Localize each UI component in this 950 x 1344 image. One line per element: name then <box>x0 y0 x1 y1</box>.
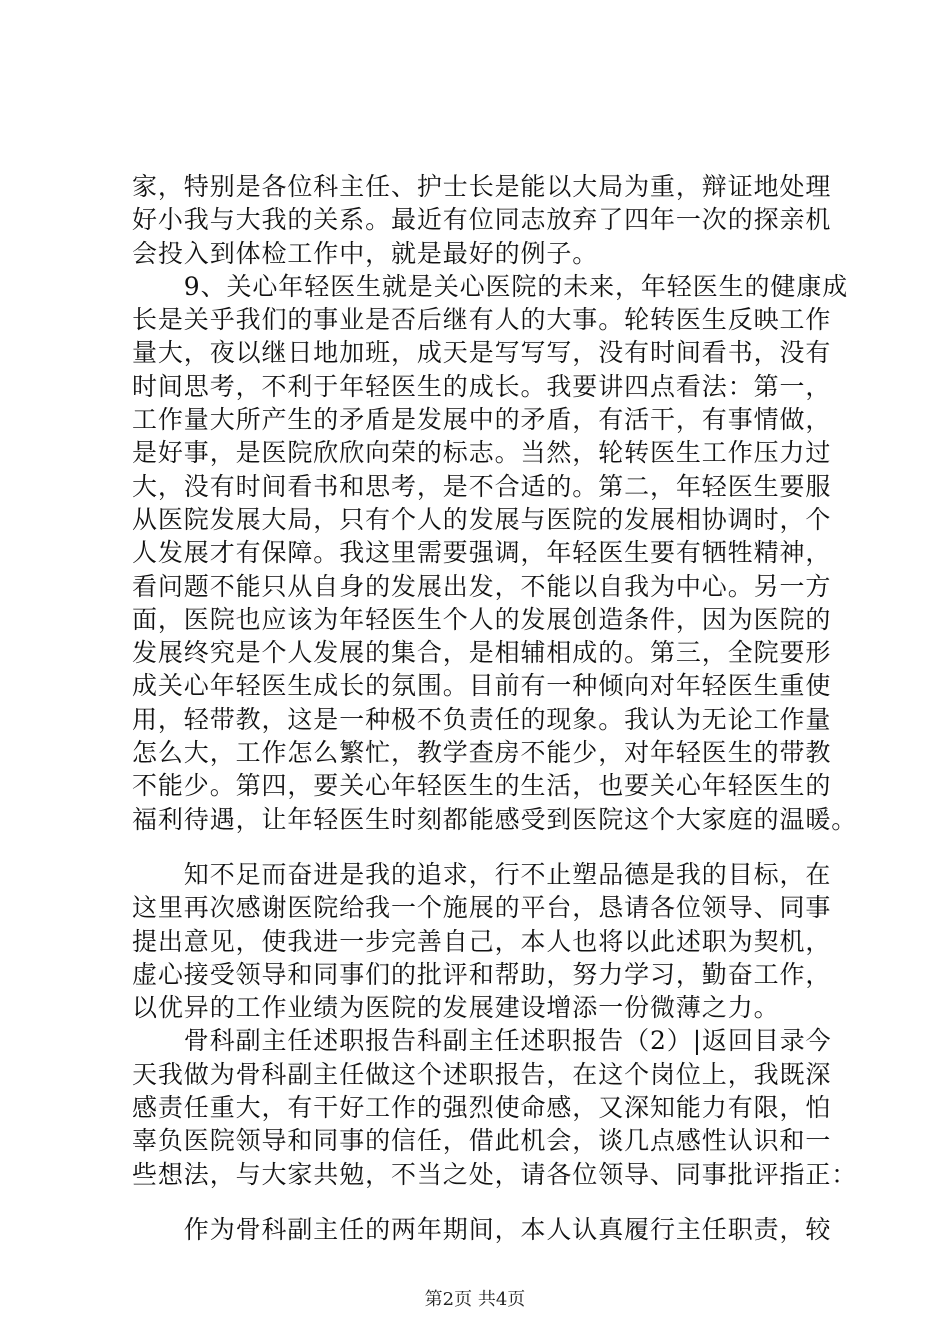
text-line: 面，医院也应该为年轻医生个人的发展创造条件，因为医院的 <box>132 604 832 634</box>
text-line: 知不足而奋进是我的追求，行不止塑品德是我的目标，在 <box>132 859 832 889</box>
text-line: 9、关心年轻医生就是关心医院的未来，年轻医生的健康成 <box>132 271 849 301</box>
text-line: 家，特别是各位科主任、护士长是能以大局为重，辩证地处理 <box>132 172 832 201</box>
text-line: 虚心接受领导和同事们的批评和帮助，努力学习，勤奋工作， <box>132 959 832 989</box>
text-line: 会投入到体检工作中，就是最好的例子。 <box>132 238 599 268</box>
paragraph-gap <box>132 836 822 858</box>
text-line: 这里再次感谢医院给我一个施展的平台，恳请各位领导、同事 <box>132 893 832 923</box>
text-line: 量大，夜以继日地加班，成天是写写写，没有时间看书，没有 <box>132 338 832 368</box>
text-line: 福利待遇，让年轻医生时刻都能感受到医院这个大家庭的温暖。 <box>132 804 858 834</box>
text-line: 不能少。第四，要关心年轻医生的生活，也要关心年轻医生的 <box>132 771 832 801</box>
text-line: 人发展才有保障。我这里需要强调，年轻医生要有牺牲精神， <box>132 538 832 568</box>
text-line: 感责任重大，有干好工作的强烈使命感，又深知能力有限，怕 <box>132 1093 832 1123</box>
document-body <box>132 170 858 1246</box>
text-line: 工作量大所产生的矛盾是发展中的矛盾，有活干，有事情做， <box>132 405 832 435</box>
text-line: 发展终究是个人发展的集合，是相辅相成的。第三，全院要形 <box>132 638 832 668</box>
text-line: 用，轻带教，这是一种极不负责任的现象。我认为无论工作量 <box>132 704 832 734</box>
text-line: 些想法，与大家共勉，不当之处，请各位领导、同事批评指正： <box>132 1159 858 1189</box>
text-line: 辜负医院领导和同事的信任，借此机会，谈几点感性认识和一 <box>132 1126 832 1156</box>
text-line: 是好事，是医院欣欣向荣的标志。当然，轮转医生工作压力过 <box>132 438 832 468</box>
text-line: 骨科副主任述职报告科副主任述职报告（2）|返回目录今 <box>132 1026 832 1056</box>
paragraph-gap <box>132 1191 822 1213</box>
text-line: 时间思考，不利于年轻医生的成长。我要讲四点看法：第一， <box>132 371 832 401</box>
page-footer: 第2页 共4页 <box>424 1289 526 1310</box>
text-line: 好小我与大我的关系。最近有位同志放弃了四年一次的探亲机 <box>132 205 832 235</box>
text-line: 作为骨科副主任的两年期间，本人认真履行主任职责，较 <box>132 1214 832 1244</box>
text-line: 从医院发展大局，只有个人的发展与医院的发展相协调时，个 <box>132 504 832 534</box>
text-line: 长是关乎我们的事业是否后继有人的大事。轮转医生反映工作 <box>132 305 832 335</box>
text-line: 成关心年轻医生成长的氛围。目前有一种倾向对年轻医生重使 <box>132 671 832 701</box>
text-line: 天我做为骨科副主任做这个述职报告，在这个岗位上，我既深 <box>132 1059 832 1089</box>
text-line: 提出意见，使我进一步完善自己，本人也将以此述职为契机， <box>132 926 832 956</box>
text-line: 怎么大，工作怎么繁忙，教学查房不能少，对年轻医生的带教 <box>132 738 832 768</box>
text-line: 大，没有时间看书和思考，是不合适的。第二，年轻医生要服 <box>132 471 832 501</box>
text-line: 以优异的工作业绩为医院的发展建设增添一份微薄之力。 <box>132 993 780 1023</box>
text-line: 看问题不能只从自身的发展出发，不能以自我为中心。另一方 <box>132 571 832 601</box>
